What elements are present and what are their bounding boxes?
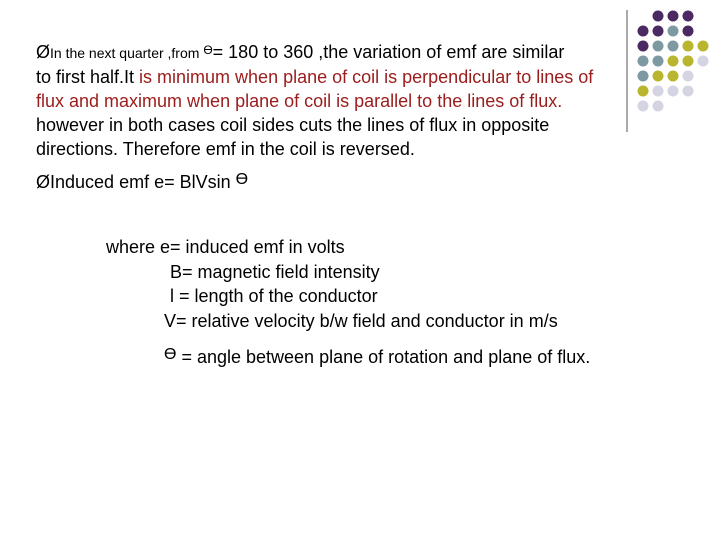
definition-b: B= magnetic field intensity	[170, 262, 380, 282]
decorative-dot	[668, 41, 679, 52]
decorative-dot	[638, 41, 649, 52]
decorative-dot	[668, 86, 679, 97]
decorative-dot	[683, 71, 694, 82]
decorative-dot	[668, 56, 679, 67]
paragraph-emf-variation	[36, 38, 593, 161]
decorative-dot	[668, 26, 679, 37]
decorative-dot	[653, 56, 664, 67]
definition-v: V= relative velocity b/w field and conductor in m/s	[164, 311, 558, 331]
decorative-dot	[683, 26, 694, 37]
decorative-dot	[638, 86, 649, 97]
bullet-arrow-icon: Ø	[36, 42, 51, 62]
decorative-dot	[683, 11, 694, 22]
decorative-dot	[683, 56, 694, 67]
decorative-dot	[653, 101, 664, 112]
intro-text: In the next quarter ,from	[50, 45, 204, 61]
decorative-dot	[653, 26, 664, 37]
induced-emf-formula: Induced emf e= BlVsin	[50, 172, 236, 192]
angle-range-text: = 180 to 360 ,the variation of emf are similar	[212, 42, 565, 62]
decorative-dot	[653, 86, 664, 97]
paragraph-line-5: directions. Therefore emf in the coil is reversed.	[36, 139, 415, 159]
definition-e: where e= induced emf in volts	[106, 237, 345, 257]
line-2-text: to first half.It	[36, 67, 140, 87]
decorative-dot	[653, 71, 664, 82]
bullet-arrow-icon: Ø	[36, 172, 51, 192]
theta-symbol: ϴ	[235, 171, 249, 188]
decorative-dot	[698, 41, 709, 52]
decorative-dot	[638, 71, 649, 82]
theta-symbol: ϴ	[203, 43, 213, 57]
theta-symbol: ϴ	[164, 346, 177, 363]
decorative-dot	[683, 41, 694, 52]
decorative-dot	[668, 71, 679, 82]
line-2-highlight: is minimum when plane of coil is perpendicular to lines of	[139, 67, 594, 87]
paragraph-line-4: however in both cases coil sides cuts the lines of flux in opposite	[36, 115, 550, 135]
paragraph-line-2	[36, 65, 593, 89]
paragraph-induced-emf	[36, 168, 248, 194]
paragraph-line-1	[36, 38, 593, 65]
paragraph-line-3: flux and maximum when plane of coil is parallel to the lines of flux.	[36, 91, 563, 111]
decorative-dot	[653, 41, 664, 52]
decorative-dot	[638, 26, 649, 37]
decorative-dot	[683, 86, 694, 97]
decorative-dot	[653, 11, 664, 22]
definition-theta	[164, 343, 590, 369]
decorative-dot	[668, 11, 679, 22]
decorative-dot	[638, 56, 649, 67]
definition-l: l = length of the conductor	[170, 286, 378, 306]
definition-theta-text: = angle between plane of rotation and plane of flux.	[176, 347, 591, 367]
decorative-dot	[698, 56, 709, 67]
decorative-dot	[638, 101, 649, 112]
